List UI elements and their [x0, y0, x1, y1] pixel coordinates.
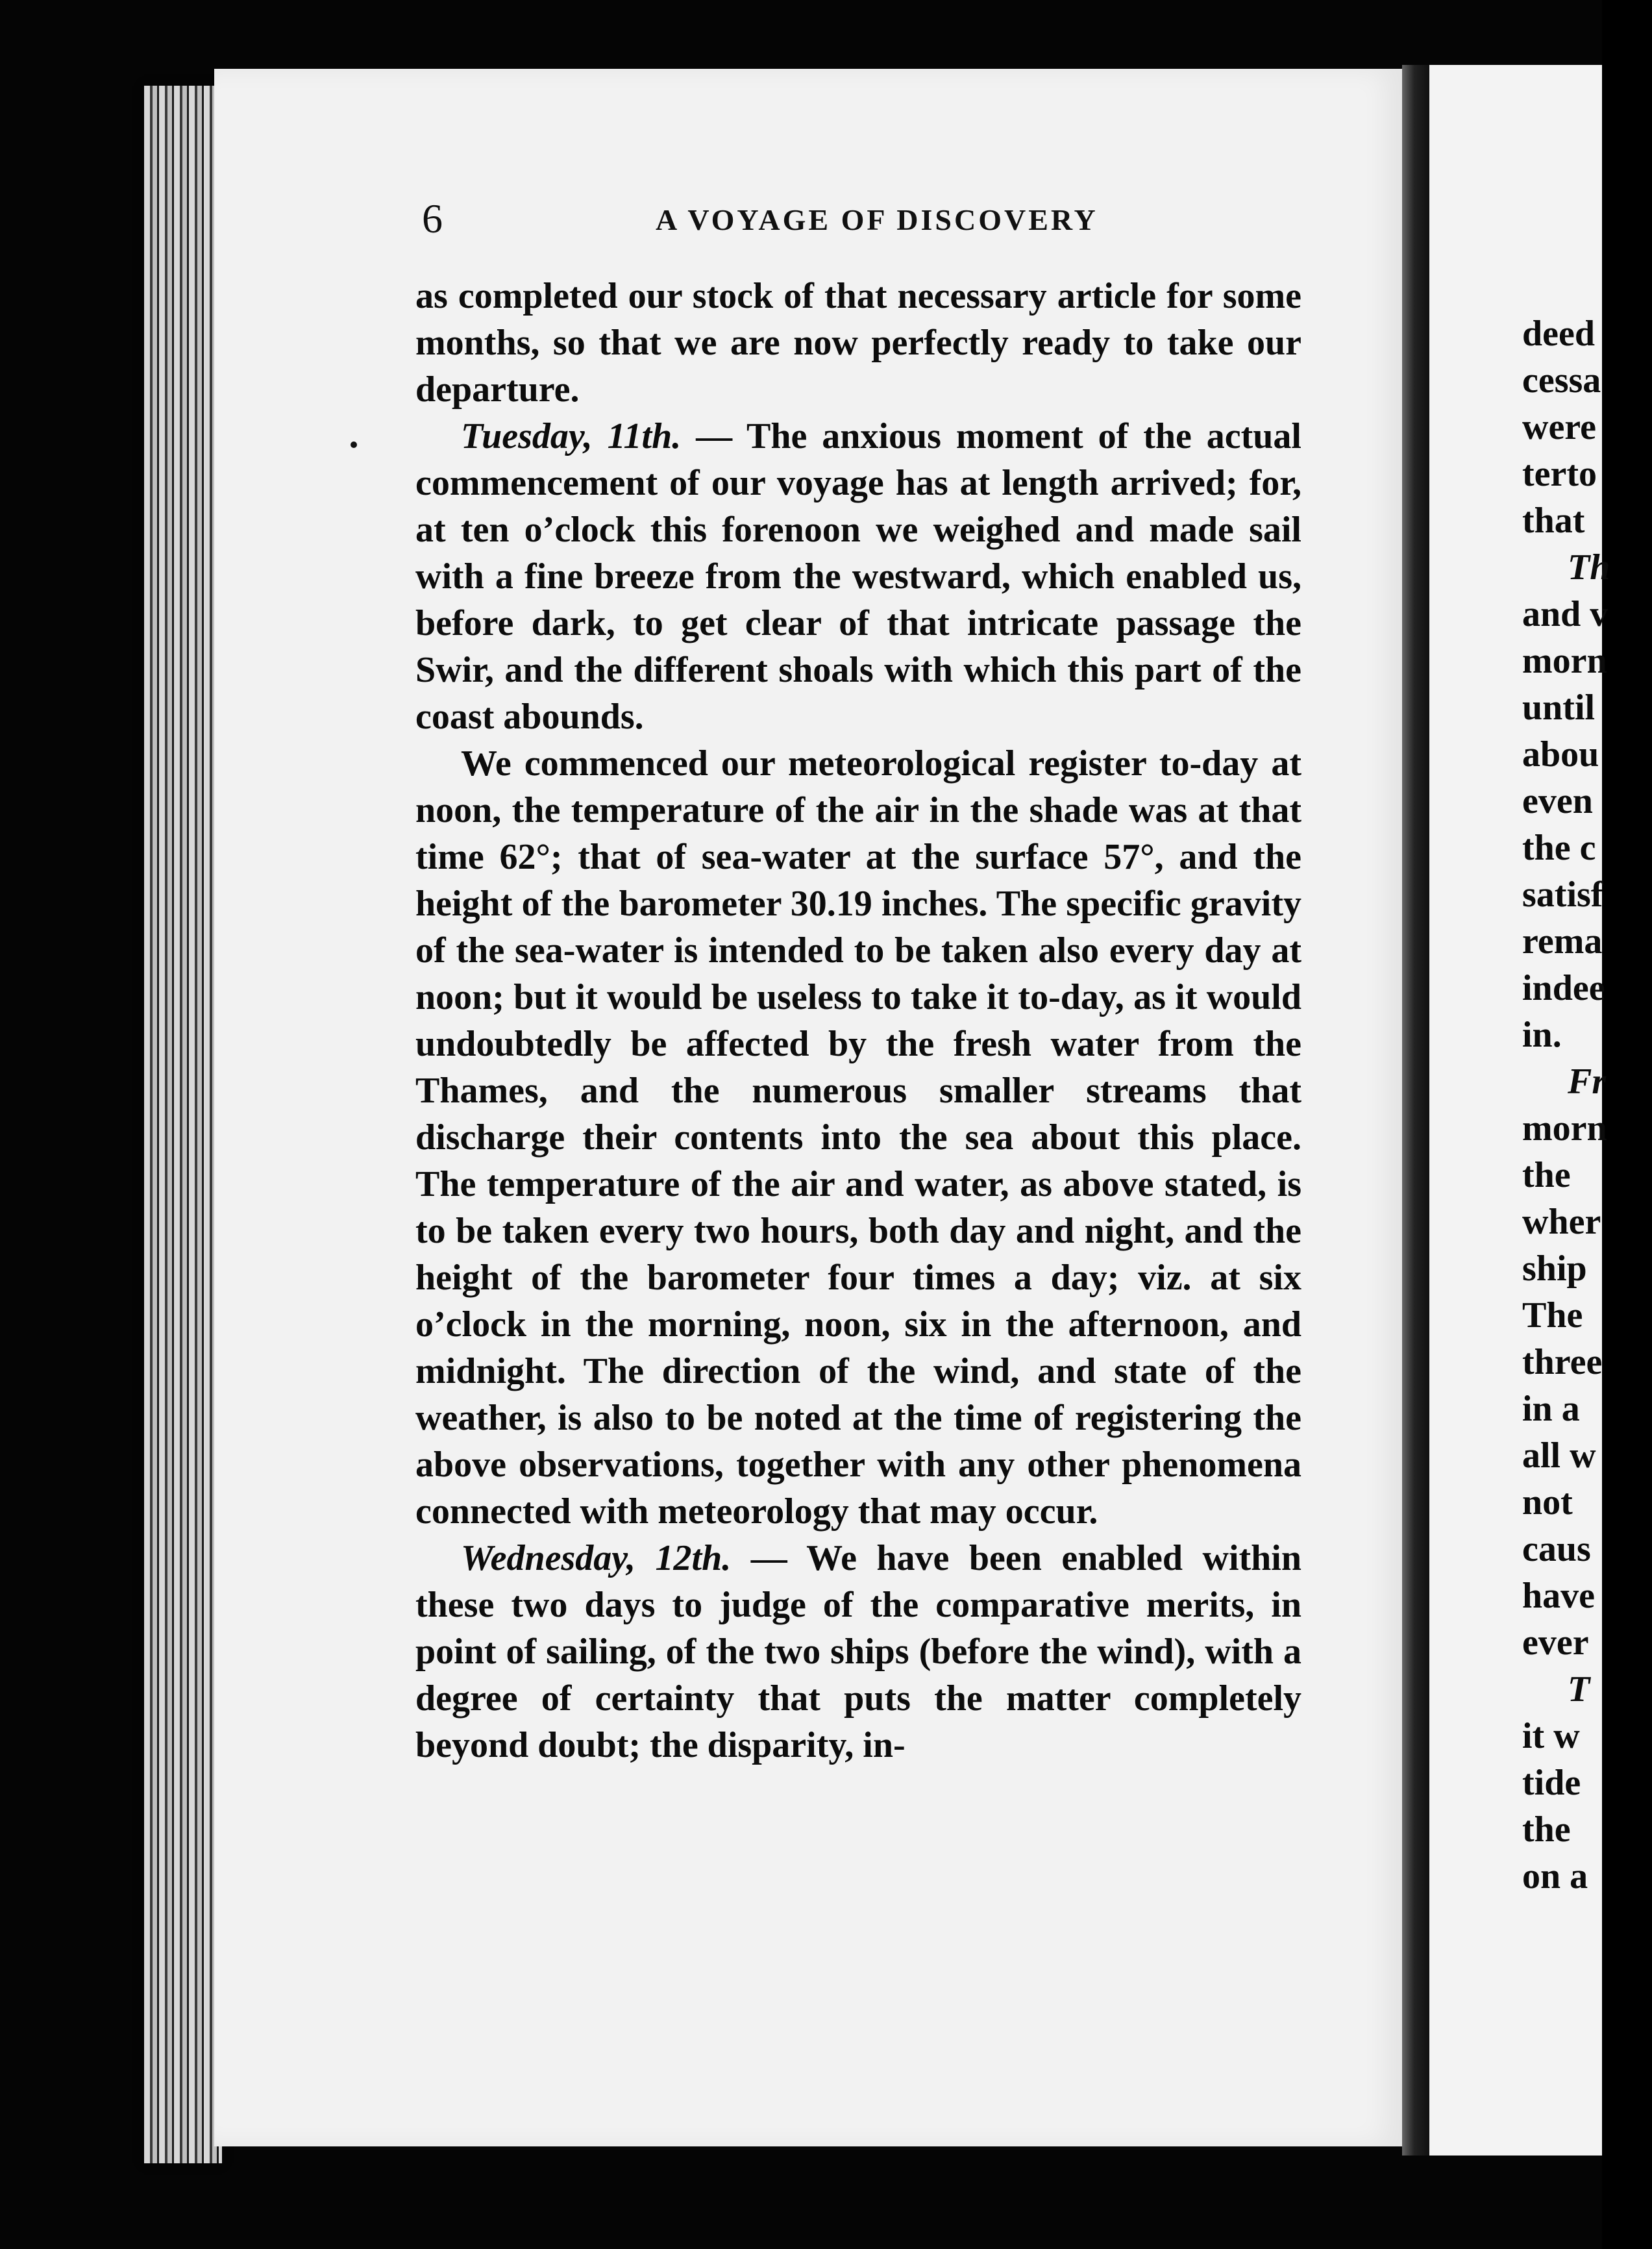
- right-line: and v: [1522, 594, 1609, 634]
- right-line: rema: [1522, 921, 1603, 962]
- right-line: until: [1522, 688, 1596, 728]
- right-line: not: [1522, 1482, 1573, 1522]
- right-line: ever: [1522, 1622, 1589, 1663]
- right-line: satisf: [1522, 875, 1603, 915]
- right-line: in.: [1522, 1015, 1562, 1055]
- page-edges: [144, 86, 222, 2163]
- book-gutter: [1402, 65, 1429, 2156]
- right-page-text: [1522, 310, 1652, 1900]
- right-line: cessa: [1522, 360, 1601, 401]
- right-line: it w: [1522, 1716, 1580, 1756]
- right-line: tide: [1522, 1763, 1581, 1803]
- right-line: wher: [1522, 1202, 1601, 1242]
- right-line: on a: [1522, 1856, 1588, 1896]
- paragraph: [415, 413, 1301, 740]
- right-line: the c: [1522, 828, 1596, 868]
- paragraph-text: — We have been enabled within these two days to judge of the comparative merits, in point of sailing, of the two ships (before the wind), with a degree of certainty that puts the matter completely beyond doubt; the disparity, in-: [415, 1538, 1301, 1765]
- right-line: in a: [1522, 1389, 1580, 1429]
- right-line: the: [1522, 1155, 1571, 1195]
- page-header: [422, 195, 1331, 247]
- paragraph: We commenced our meteorological register to-day at noon, the temperature of the air in the shade was at that time 62°; that of sea-water at the surface 57°, and the height of the barometer 30.19 inches. The specific gravity of the sea-water is intended to be taken also every day at noon; but it would be useless to take it to-day, as it would undoubtedly be affected by the fresh water from the Thames, and the numerous smaller streams that discharge their contents into the sea about this place. The temperature of the air and water, as above stated, is to be taken every two hours, both day and night, and the height of the barometer four times a day; viz. at six o’clock in the morning, noon, six in the afternoon, and midnight. The direction of the wind, and state of the weather, is also to be noted at the time of registering the above observations, together with any other phenomena connected with meteorology that may occur.: [415, 743, 1301, 1532]
- paragraph-text: — The anxious moment of the actual commencement of our voyage has at length arrived; for, at ten o’clock this forenoon we weighed and made sail with a fine breeze from the westward, which enabled us, before dark, to get clear of that intricate passage the Swir, and the different shoals with which this part of the coast abounds.: [415, 416, 1301, 737]
- entry-date: Tuesday, 11th.: [461, 416, 682, 456]
- running-head: A VOYAGE OF DISCOVERY: [656, 203, 1098, 236]
- right-line: morn: [1522, 641, 1607, 681]
- right-line: the: [1522, 1809, 1571, 1850]
- right-line: deed: [1522, 314, 1595, 354]
- right-line: abou: [1522, 734, 1599, 775]
- right-line: indee: [1522, 968, 1605, 1008]
- right-line: The: [1522, 1295, 1583, 1336]
- right-line: even: [1522, 781, 1593, 821]
- margin-mark: [351, 441, 357, 448]
- body-text: [415, 273, 1301, 1769]
- right-line: were: [1522, 407, 1596, 447]
- right-line: caus: [1522, 1529, 1591, 1569]
- paragraph: as completed our stock of that necessary article for some months, so that we are now perfectly ready to take our departure.: [415, 276, 1301, 410]
- right-line: Fr: [1568, 1062, 1607, 1102]
- right-line: morn: [1522, 1108, 1607, 1149]
- right-line: have: [1522, 1576, 1595, 1616]
- entry-date: Wednesday, 12th.: [461, 1538, 732, 1578]
- right-line: that: [1522, 501, 1585, 541]
- right-line: all w: [1522, 1435, 1596, 1476]
- right-line: T: [1568, 1669, 1590, 1709]
- right-line: terto: [1522, 454, 1597, 494]
- right-line: three: [1522, 1342, 1603, 1382]
- page-number: 6: [422, 195, 443, 242]
- right-line: ship: [1522, 1249, 1587, 1289]
- paragraph: [415, 1535, 1301, 1769]
- right-line: Th: [1568, 547, 1610, 588]
